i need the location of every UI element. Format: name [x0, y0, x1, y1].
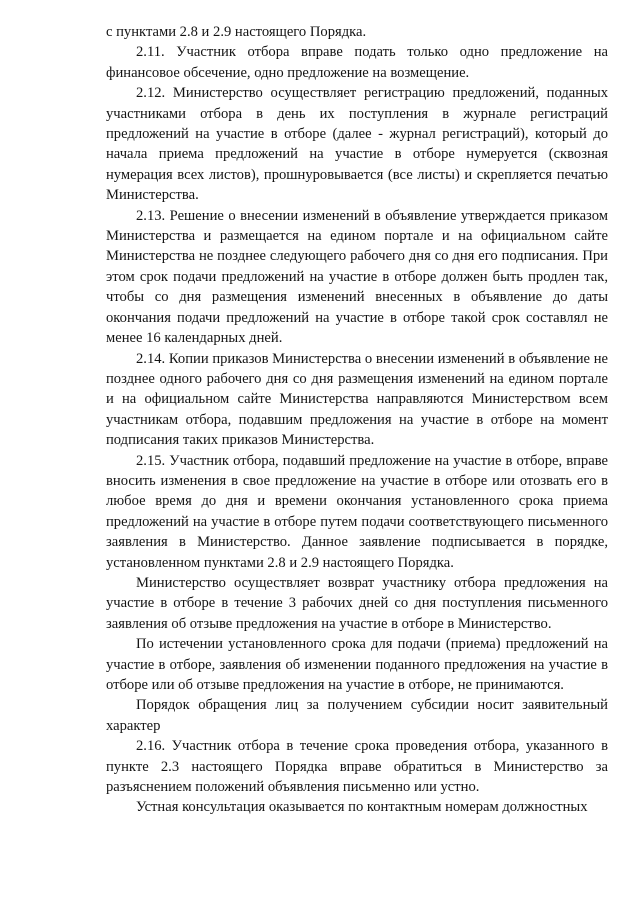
- paragraph-2-16: 2.16. Участник отбора в течение срока проведения отбора, указанного в пункте 2.3 настоящего Порядка вправе обратиться в Министерство за разъяснением положений объявления письменно или устно.: [106, 738, 608, 796]
- paragraph-2-14: 2.14. Копии приказов Министерства о внесении изменений в объявление не позднее одного рабочего дня со дня размещения изменений на едином портале и на официальном сайте Министерства направляются Министерством всем участникам отбора, подавшим предложения на участие в отборе на момент подписания таких приказов Министерства.: [106, 350, 608, 449]
- paragraph-2-11: 2.11. Участник отбора вправе подать только одно предложение на финансовое обсечение, одно предложение на возмещение.: [106, 44, 608, 81]
- paragraph-2-12: 2.12. Министерство осуществляет регистрацию предложений, поданных участниками отбора в день их поступления в журнале регистраций предложений на участие в отборе (далее - журнал регистраций), который до начала приема предложений на участие в отборе нумеруется (сквозная нумерация всех листов), прошнуровывается (все листы) и скрепляется печатью Министерства.: [106, 85, 608, 204]
- paragraph-application-nature: Порядок обращения лиц за получением субсидии носит заявительный характер: [106, 697, 608, 734]
- paragraph-2-15: 2.15. Участник отбора, подавший предложение на участие в отборе, вправе вносить изменения в свое предложение на участие в отборе или отозвать его в любое время до дня и времени окончания установленного срока приема предложений на участие в отборе путем подачи соответствующего письменного заявления в Министерство. Данное заявление подписывается в порядке, установленном пунктами 2.8 и 2.9 настоящего Порядка.: [106, 452, 608, 571]
- document-page: [106, 22, 608, 818]
- paragraph-deadline-expiry: По истечении установленного срока для подачи (приема) предложений на участие в отборе, заявления об изменении поданного предложения на участие в отборе или об отзыве предложения на участие в отборе, не принимаются.: [106, 636, 608, 693]
- paragraph-oral-consultation: Устная консультация оказывается по контактным номерам должностных: [136, 799, 588, 816]
- paragraph-2-13: 2.13. Решение о внесении изменений в объявление утверждается приказом Министерства и размещается на едином портале и на официальном сайте Министерства не позднее следующего рабочего дня со дня его подписания. При этом срок подачи предложений на участие в отборе должен быть продлен так, чтобы со дня размещения изменений внесенных в объявление до даты окончания подачи предложений на участие в отборе такой срок составлял не менее 16 календарных дней.: [106, 207, 608, 347]
- paragraph-return-proposal: Министерство осуществляет возврат участнику отбора предложения на участие в отборе в течение 3 рабочих дней со дня поступления письменного заявления об отзыве предложения на участие в отборе в Министерство.: [106, 574, 608, 632]
- paragraph-continuation: с пунктами 2.8 и 2.9 настоящего Порядка.: [106, 24, 367, 40]
